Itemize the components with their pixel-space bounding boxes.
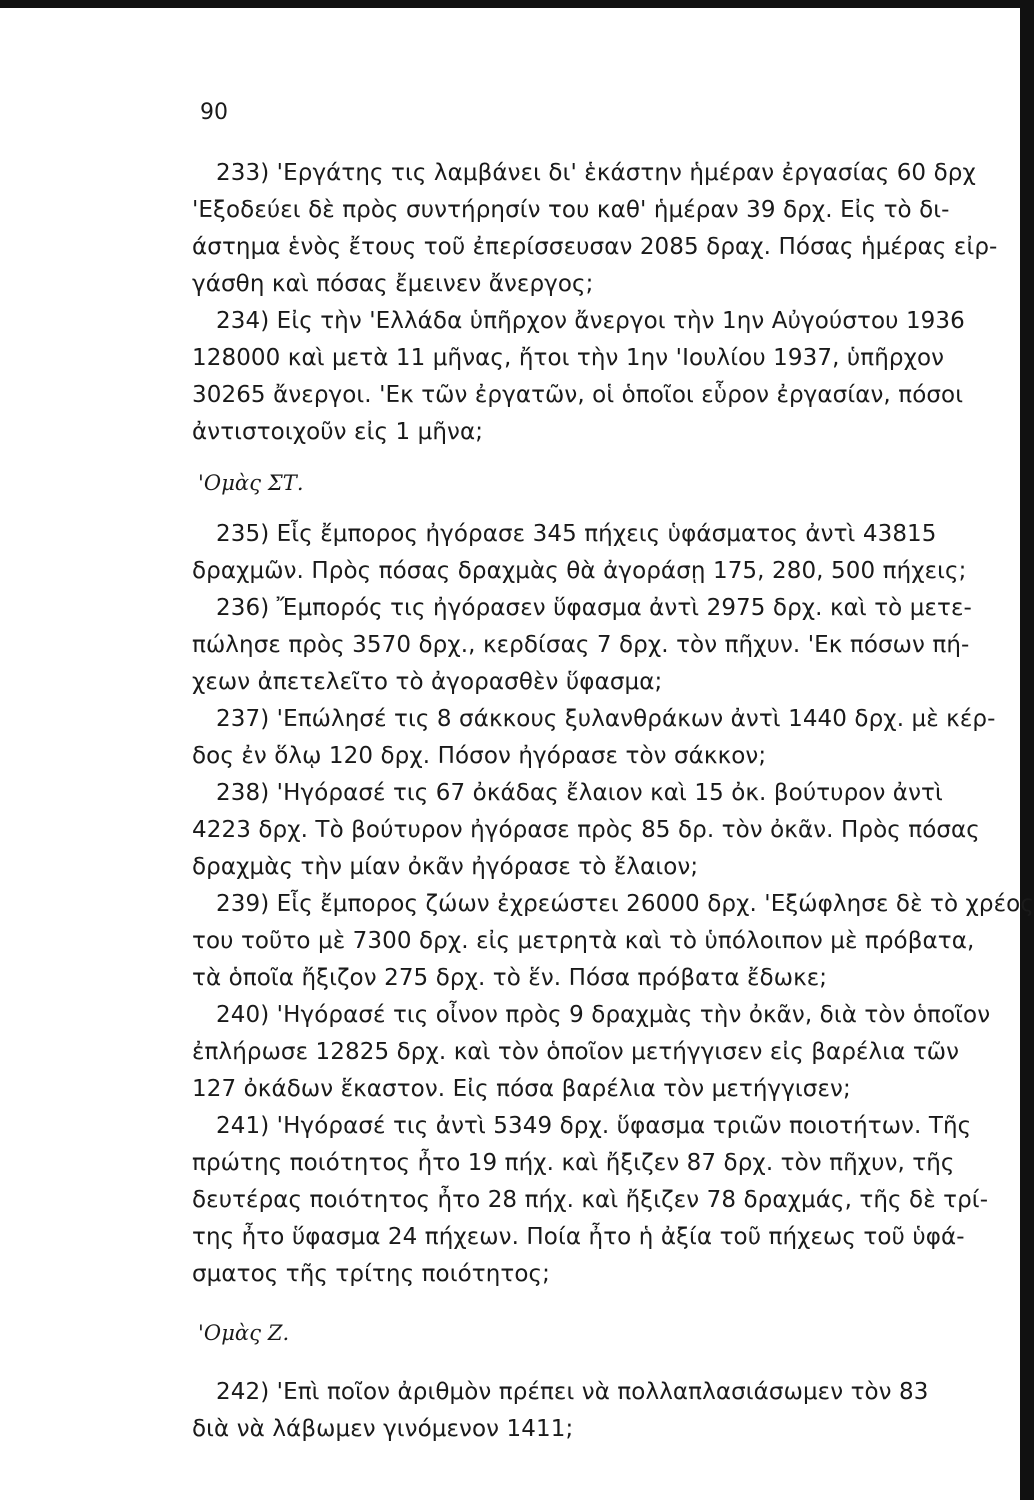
text-line: 239) Εἷς ἔμπορος ζώων ἐχρεώστει 26000 δρχ. 'Εξώφλησε δὲ τὸ χρέος [216,891,1034,917]
text-line: 238) 'Ηγόρασέ τις 67 ὀκάδας ἔλαιον καὶ 15 ὀκ. βούτυρον ἀντὶ [216,780,943,806]
text-line: 233) 'Εργάτης τις λαμβάνει δι' ἑκάστην ἡμέραν ἐργασίας 60 δρχ [216,160,976,186]
text-line: 234) Εἰς τὴν 'Ελλάδα ὑπῆρχον ἄνεργοι τὴν 1ην Αὐγούστου 1936 [216,308,965,334]
text-line: χεων ἀπετελεῖτο τὸ ἀγορασθὲν ὕφασμα; [192,669,663,695]
problems-block-3 [192,1374,1034,1448]
text-line: 30265 ἄνεργοι. 'Εκ τῶν ἐργατῶν, οἱ ὁποῖοι εὗρον ἐργασίαν, πόσοι [192,382,964,408]
text-line: σματος τῆς τρίτης ποιότητος; [192,1261,550,1287]
page-number: 90 [200,100,228,125]
text-line: 240) 'Ηγόρασέ τις οἶνον πρὸς 9 δραχμὰς τὴν ὀκᾶν, διὰ τὸν ὁποῖον [216,1002,991,1028]
text-line: δραχμὰς τὴν μίαν ὀκᾶν ἠγόρασε τὸ ἔλαιον; [192,854,699,880]
problems-block-2 [192,516,1034,1293]
text-line: δευτέρας ποιότητος ἦτο 28 πήχ. καὶ ἤξιζεν 78 δραχμάς, τῆς δὲ τρί- [192,1187,989,1213]
book-page [192,95,1034,1495]
text-line: ἀντιστοιχοῦν εἰς 1 μῆνα; [192,419,484,445]
text-line: 127 ὀκάδων ἕκαστον. Εἰς πόσα βαρέλια τὸν μετήγγισεν; [192,1076,851,1102]
text-line: δος ἐν ὅλῳ 120 δρχ. Πόσον ἠγόρασε τὸν σάκκον; [192,743,767,769]
text-line: 4223 δρχ. Τὸ βούτυρον ἠγόρασε πρὸς 85 δρ. τὸν ὀκᾶν. Πρὸς πόσας [192,817,980,843]
text-line: 235) Εἷς ἔμπορος ἠγόρασε 345 πήχεις ὑφάσματος ἀντὶ 43815 [216,521,937,547]
scan-border-top [0,0,1034,8]
page-content [192,155,1034,1448]
text-line: πρώτης ποιότητος ἦτο 19 πήχ. καὶ ἤξιζεν 87 δρχ. τὸν πῆχυν, τῆς [192,1150,955,1176]
text-line: δραχμῶν. Πρὸς πόσας δραχμὰς θὰ ἀγοράσῃ 175, 280, 500 πήχεις; [192,558,967,584]
text-line: ἐπλήρωσε 12825 δρχ. καὶ τὸν ὁποῖον μετήγγισεν εἰς βαρέλια τῶν [192,1039,960,1065]
text-line: του τοῦτο μὲ 7300 δρχ. εἰς μετρητὰ καὶ τὸ ὑπόλοιπον μὲ πρόβατα, [192,928,975,954]
text-line: γάσθη καὶ πόσας ἔμεινεν ἄνεργος; [192,271,594,297]
group-heading-st: 'Ομὰς ΣΤ. [198,471,304,495]
text-line: διὰ νὰ λάβωμεν γινόμενον 1411; [192,1416,574,1442]
text-line: άστημα ἑνὸς ἔτους τοῦ ἐπερίσσευσαν 2085 δραχ. Πόσας ἡμέρας εἰρ- [192,234,998,260]
text-line: 237) 'Επώλησέ τις 8 σάκκους ξυλανθράκων ἀντὶ 1440 δρχ. μὲ κέρ- [216,706,996,732]
text-line: 236) Ἔμπορός τις ἠγόρασεν ὕφασμα ἀντὶ 2975 δρχ. καὶ τὸ μετε- [216,595,972,621]
text-line: της ἦτο ὕφασμα 24 πήχεων. Ποία ἦτο ἡ ἀξία τοῦ πήχεως τοῦ ὑφά- [192,1224,965,1250]
text-line: 241) 'Ηγόρασέ τις ἀντὶ 5349 δρχ. ὕφασμα τριῶν ποιοτήτων. Τῆς [216,1113,972,1139]
text-line: 'Εξοδεύει δὲ πρὸς συντήρησίν του καθ' ἡμέραν 39 δρχ. Εἰς τὸ δι- [192,197,950,223]
text-line: πώλησε πρὸς 3570 δρχ., κερδίσας 7 δρχ. τὸν πῆχυν. 'Εκ πόσων πή- [192,632,970,658]
problems-block-1 [192,155,1034,451]
group-heading-z: 'Ομὰς Ζ. [198,1321,290,1345]
text-line: 242) 'Επὶ ποῖον ἀριθμὸν πρέπει νὰ πολλαπλασιάσωμεν τὸν 83 [216,1379,929,1405]
text-line: 128000 καὶ μετὰ 11 μῆνας, ἤτοι τὴν 1ην 'Ιουλίου 1937, ὑπῆρχον [192,345,945,371]
text-line: τὰ ὁποῖα ἤξιζον 275 δρχ. τὸ ἕν. Πόσα πρόβατα ἔδωκε; [192,965,828,991]
